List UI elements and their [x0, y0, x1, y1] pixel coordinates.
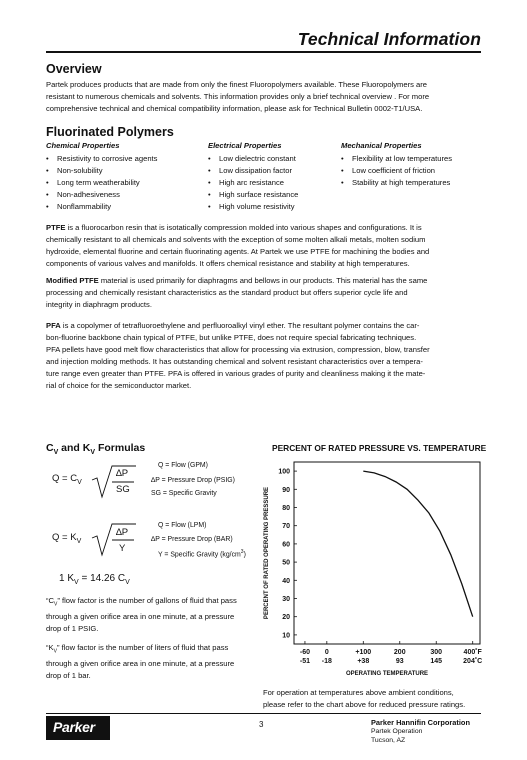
note-part: “C: [46, 596, 55, 605]
list-item: • Resistivity to corrosive agents: [46, 153, 157, 165]
cv-legend-sg: SG = Specific Gravity: [151, 490, 217, 497]
electrical-properties-list: [208, 153, 298, 213]
formulas-heading: [46, 442, 145, 456]
y-tick-label: 90: [282, 486, 290, 494]
overview-line: comprehensive technical and chemical compatibility information, please ask for Technical Bulletin 0002-T1/USA.: [46, 104, 423, 114]
modified-ptfe-line: integrity in diaphragm products.: [46, 300, 152, 310]
heading-sub: V: [53, 449, 59, 457]
modified-ptfe-term: Modified PTFE: [46, 276, 99, 285]
cv-denominator: SG: [116, 484, 130, 495]
chart-series: [363, 471, 472, 617]
legend-part: ): [243, 551, 246, 559]
note-sub: V: [54, 601, 58, 608]
x-tick-label-c: 145: [430, 658, 443, 665]
heading-part: Formulas: [95, 442, 146, 454]
kv-sqrt-symbol: [90, 522, 138, 558]
eq-lhs: Q = K: [52, 532, 77, 543]
mechanical-properties-title: Mechanical Properties: [341, 141, 422, 150]
header-rule: [46, 51, 481, 53]
legend-part: Y = Specific Gravity (kg/cm: [158, 551, 241, 559]
cv-numerator: ∆P: [116, 468, 129, 479]
kv-legend-y: [158, 549, 246, 558]
eq-sub: V: [77, 478, 82, 486]
list-item: • Non-adhesiveness: [46, 189, 157, 201]
y-tick-label: 40: [282, 577, 290, 585]
y-tick-label: 50: [282, 559, 290, 567]
eq-sub: V: [76, 537, 82, 545]
page-number: 3: [259, 720, 264, 729]
cv-flow-factor-note: [46, 595, 261, 635]
plot-area: [294, 462, 480, 644]
ptfe-line: is a fluorocarbon resin that is isotatically compression molded into various shapes and configurations. It is: [65, 223, 422, 232]
conversion-part: 1 K: [59, 573, 75, 584]
chart-frame: [294, 462, 480, 644]
eq-lhs: Q = C: [52, 473, 78, 484]
ptfe-line: components of various valves and manifolds. It offers chemical resistance and stability at high temperatures.: [46, 259, 410, 269]
x-tick-label-f: 200: [393, 649, 406, 656]
x-tick-label-c: -51: [299, 658, 311, 665]
y-tick-label: 70: [282, 523, 290, 531]
y-axis-label: PERCENT OF RATED OPERATING PRESSURE: [264, 486, 270, 620]
pfa-line: rial of choice for the semiconductor market.: [46, 381, 192, 391]
ptfe-term: PTFE: [46, 223, 66, 232]
conversion-sub: V: [125, 579, 130, 586]
pfa-line: bon-fluorine backbone chain typical of PTFE, but unlike PTFE, does not require special fabricating techniques.: [46, 333, 417, 343]
parker-logo: [46, 716, 110, 740]
list-item: • High volume resistivity: [208, 201, 298, 213]
chart-note: [263, 687, 488, 710]
list-item: • High surface resistance: [208, 189, 298, 201]
kv-flow-factor-note: [46, 642, 261, 682]
y-tick-label: 20: [282, 614, 290, 622]
footer-location: Tucson, AZ: [371, 737, 406, 744]
list-item: • Nonflammability: [46, 201, 157, 213]
y-tick-label: 100: [278, 468, 290, 476]
footer-rule: [46, 713, 481, 714]
heading-sub: V: [90, 449, 96, 457]
list-item: • Non-solubility: [46, 165, 157, 177]
note-line: through a given orifice area in one minute, at a pressure: [46, 612, 235, 622]
mechanical-properties-list: [341, 153, 452, 189]
legend-sup: 3: [240, 549, 244, 555]
logo-text: Parker: [53, 719, 95, 735]
list-item: • High arc resistance: [208, 177, 298, 189]
overview-heading: Overview: [46, 62, 102, 76]
pfa-line: and injection molding methods. It has outstanding chemical and solvent resistant characteristics over a tempera-: [46, 357, 423, 367]
chemical-properties-list: [46, 153, 157, 213]
note-line: through a given orifice area in one minute, at a pressure: [46, 659, 235, 669]
modified-ptfe-paragraph: [46, 275, 482, 311]
y-tick-label: 10: [282, 632, 290, 640]
x-tick-label-c: -18: [321, 658, 332, 665]
x-axis-ticks: [300, 641, 483, 665]
pfa-paragraph: [46, 320, 482, 393]
list-item: • Stability at high temperatures: [341, 177, 452, 189]
cv-equation-lhs: [52, 473, 82, 486]
chart-note-line: For operation at temperatures above ambient conditions,: [263, 688, 454, 697]
note-part: ” flow factor is the number of gallons of fluid that pass: [57, 596, 237, 605]
cv-sqrt-symbol: [90, 464, 138, 500]
y-tick-label: 30: [282, 596, 290, 603]
x-axis-label: OPERATING TEMPERATURE: [345, 671, 429, 677]
kv-legend-q: Q = Flow (LPM): [158, 522, 207, 529]
cv-legend-q: Q = Flow (GPM): [158, 462, 208, 469]
heading-part: and K: [58, 442, 91, 454]
modified-ptfe-line: processing and chemically resistant characteristics as the standard product but offers superior cycle life and: [46, 288, 408, 298]
conversion-equation: [59, 573, 130, 586]
note-sub: V: [53, 648, 57, 655]
note-part: “K: [46, 643, 54, 652]
footer-division: Partek Operation: [371, 728, 423, 735]
y-tick-label: 80: [282, 505, 290, 512]
x-tick-label-f: 300: [430, 649, 443, 656]
note-line: drop of 1 PSIG.: [46, 624, 99, 634]
ptfe-line: hydroxide, elemental fluorine and certain fluorinating agents. At Partek we use PTFE for machining the bodies and: [46, 247, 430, 257]
y-tick-label: 60: [282, 541, 290, 549]
list-item: • Flexibility at low temperatures: [341, 153, 452, 165]
cv-legend-dp: ∆P = Pressure Drop (PSIG): [151, 477, 235, 484]
list-item: • Low dissipation factor: [208, 165, 298, 177]
list-item: • Low coefficient of friction: [341, 165, 452, 177]
pressure-temperature-chart: [258, 456, 488, 684]
page-title: Technical Information: [297, 29, 481, 49]
kv-denominator: Y: [119, 543, 126, 554]
conversion-part: = 14.26 C: [78, 573, 126, 584]
x-tick-label-f: -60: [299, 649, 311, 656]
note-part: ” flow factor is the number of liters of fluid that pass: [56, 643, 229, 652]
list-item: • Low dielectric constant: [208, 153, 298, 165]
pfa-line: ture range even greater than PTFE. PFA is offered in various grades of purity and cleanliness making it the mate-: [46, 369, 426, 379]
overview-paragraph: [46, 79, 482, 115]
overview-line: Partek produces products that are made from only the finest Fluoropolymers available. These Fluoropolymers are: [46, 80, 427, 89]
x-tick-label-f: +100: [355, 649, 372, 656]
kv-equation-lhs: [52, 532, 81, 545]
ptfe-paragraph: [46, 222, 482, 270]
x-tick-label-c: +38: [357, 658, 370, 665]
footer-company: Parker Hannifin Corporation: [371, 718, 470, 727]
list-item: • Long term weatherability: [46, 177, 157, 189]
conversion-sub: V: [74, 579, 79, 586]
x-tick-label-f: 0: [324, 649, 329, 656]
modified-ptfe-line: material is used primarily for diaphragms and bellows in our products. This material has the same: [98, 276, 428, 285]
electrical-properties-title: Electrical Properties: [208, 141, 282, 150]
chart-title: PERCENT OF RATED PRESSURE VS. TEMPERATURE: [272, 443, 487, 453]
chart-note-line: please refer to the chart above for reduced pressure ratings.: [263, 699, 466, 709]
chemical-properties-title: Chemical Properties: [46, 141, 120, 150]
kv-legend-dp: ∆P = Pressure Drop (BAR): [151, 536, 233, 543]
x-tick-label-f: 400˚F: [463, 649, 482, 656]
x-tick-label-c: 93: [395, 658, 404, 665]
ptfe-line: chemically resistant to all chemicals and solvents with the exception of some molten alkali metals, molten sodium: [46, 235, 426, 245]
fluorinated-heading: Fluorinated Polymers: [46, 125, 174, 139]
pfa-line: PFA pellets have good melt flow characteristics that allow for processing via extrusion, compression, blow, transfer: [46, 345, 430, 355]
pfa-line: is a copolymer of tetrafluoroethylene and perfluoroalkyl vinyl ether. The resultant polymer contains the car-: [60, 321, 420, 330]
series-line: [363, 471, 472, 617]
overview-line: resistant to numerous chemicals and solvents. This information provides only a brief technical overview . For more: [46, 92, 430, 102]
kv-numerator: ∆P: [116, 527, 129, 538]
note-line: drop of 1 bar.: [46, 671, 91, 681]
x-tick-label-c: 204˚C: [463, 658, 483, 665]
pfa-term: PFA: [46, 321, 61, 330]
heading-part: C: [46, 442, 54, 454]
